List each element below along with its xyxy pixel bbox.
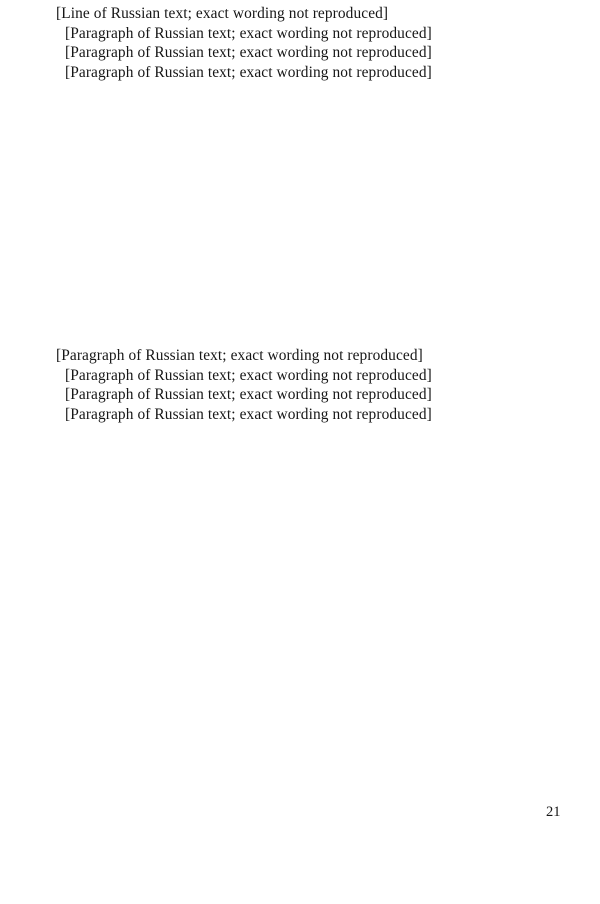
paragraph: [Paragraph of Russian text; exact wording not reproduced]: [65, 24, 432, 42]
paragraph: [Paragraph of Russian text; exact wording not reproduced]: [65, 44, 432, 62]
paragraph-section-start: [Paragraph of Russian text; exact wording not reproduced]: [56, 347, 423, 364]
text-section-2: [56, 346, 571, 424]
paragraph-continuation: [Line of Russian text; exact wording not reproduced]: [56, 5, 389, 22]
paragraph: [Paragraph of Russian text; exact wording not reproduced]: [65, 63, 432, 81]
text-section-1: [56, 4, 571, 82]
paragraph: [Paragraph of Russian text; exact wording not reproduced]: [65, 405, 432, 423]
paragraph: [Paragraph of Russian text; exact wording not reproduced]: [65, 386, 432, 404]
paragraph: [Paragraph of Russian text; exact wording not reproduced]: [65, 366, 432, 384]
page-number: 21: [546, 804, 561, 820]
